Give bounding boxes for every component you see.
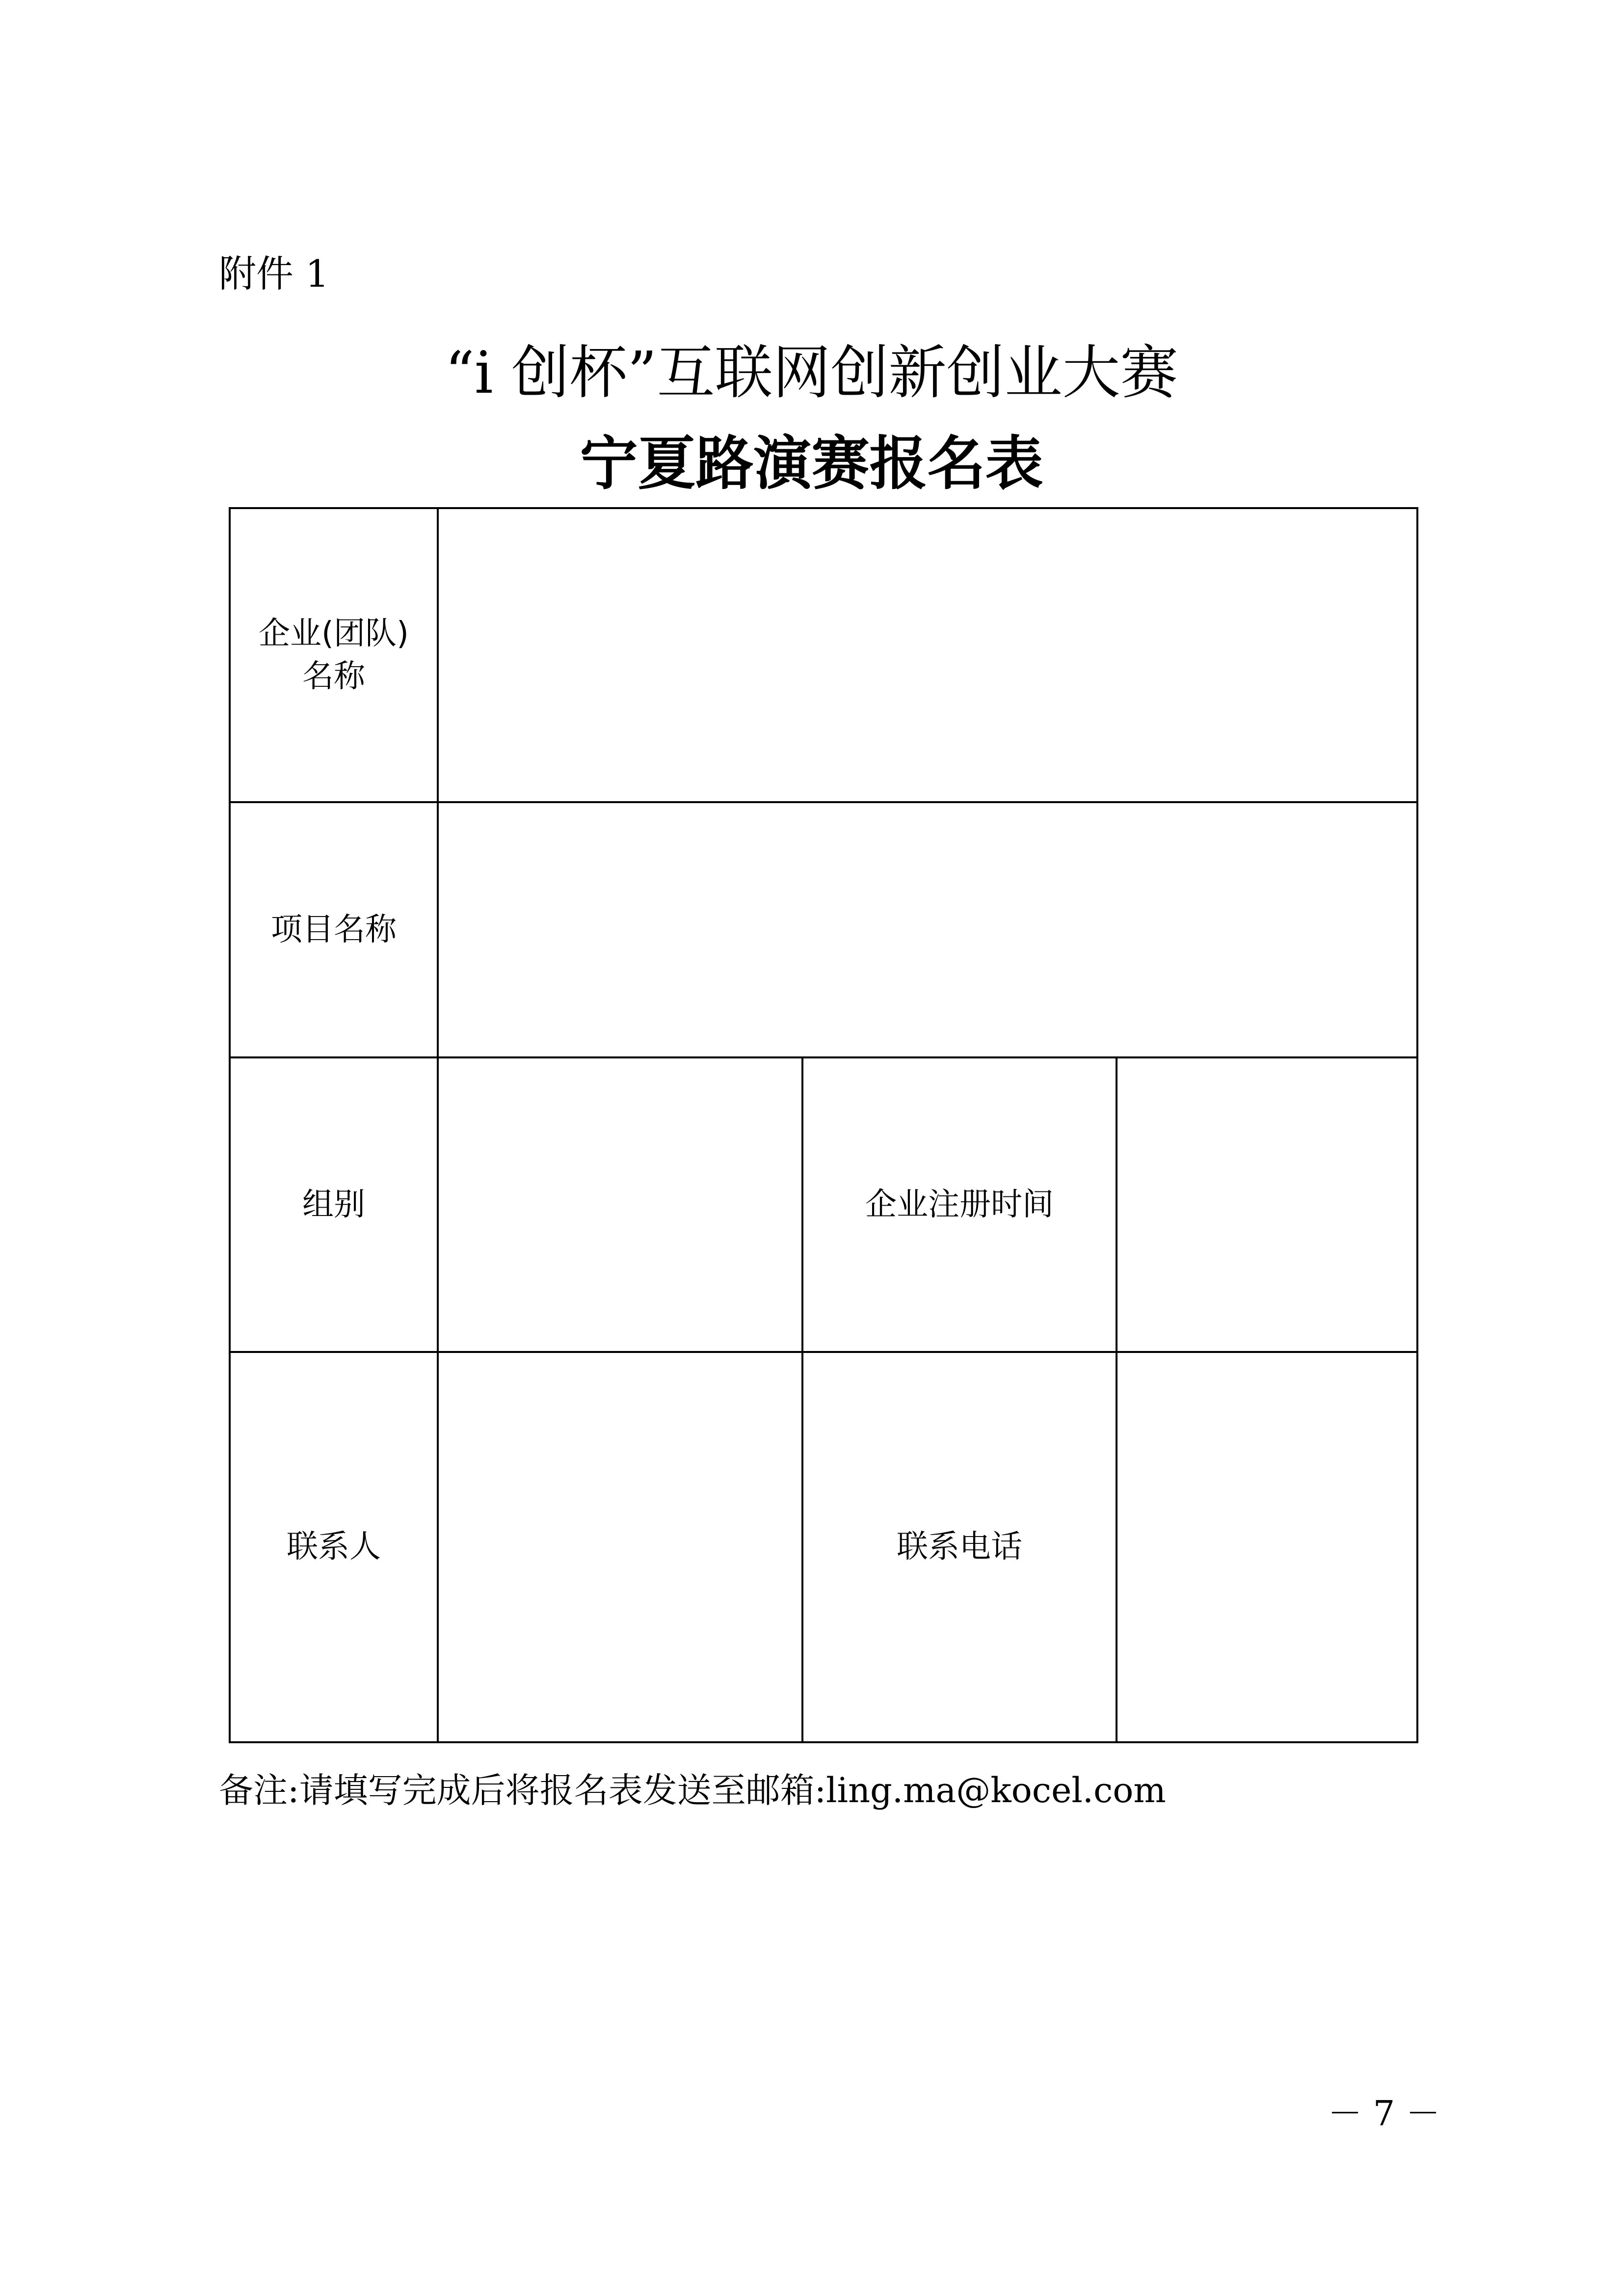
registration-time-field[interactable] — [1117, 1058, 1416, 1351]
submission-note: 备注:请填写完成后将报名表发送至邮箱:ling.ma@kocel.com — [219, 1770, 1166, 1810]
registration-form-table — [229, 507, 1418, 1743]
attachment-label: 附件 1 — [219, 252, 329, 296]
company-team-name-label-line-1: 企业(团队) — [259, 616, 409, 652]
project-name-field[interactable] — [439, 803, 1416, 1056]
page-number: － 7 － — [1328, 2093, 1440, 2134]
contact-person-label: 联系人 — [287, 1529, 381, 1566]
contact-person-field[interactable] — [439, 1353, 801, 1741]
project-name-label: 项目名称 — [271, 911, 397, 948]
registration-time-label: 企业注册时间 — [865, 1186, 1054, 1223]
group-label: 组别 — [302, 1186, 365, 1223]
group-field[interactable] — [439, 1058, 801, 1351]
form-title-line-1: “i 创杯”互联网创新创业大赛 — [445, 339, 1178, 406]
company-team-name-label — [231, 509, 437, 801]
contact-phone-field[interactable] — [1117, 1353, 1416, 1741]
form-title-line-2: 宁夏路演赛报名表 — [580, 430, 1043, 497]
company-team-name-label-line-2: 名称 — [302, 658, 365, 695]
company-team-name-field[interactable] — [439, 509, 1416, 801]
contact-phone-label: 联系电话 — [897, 1529, 1022, 1566]
